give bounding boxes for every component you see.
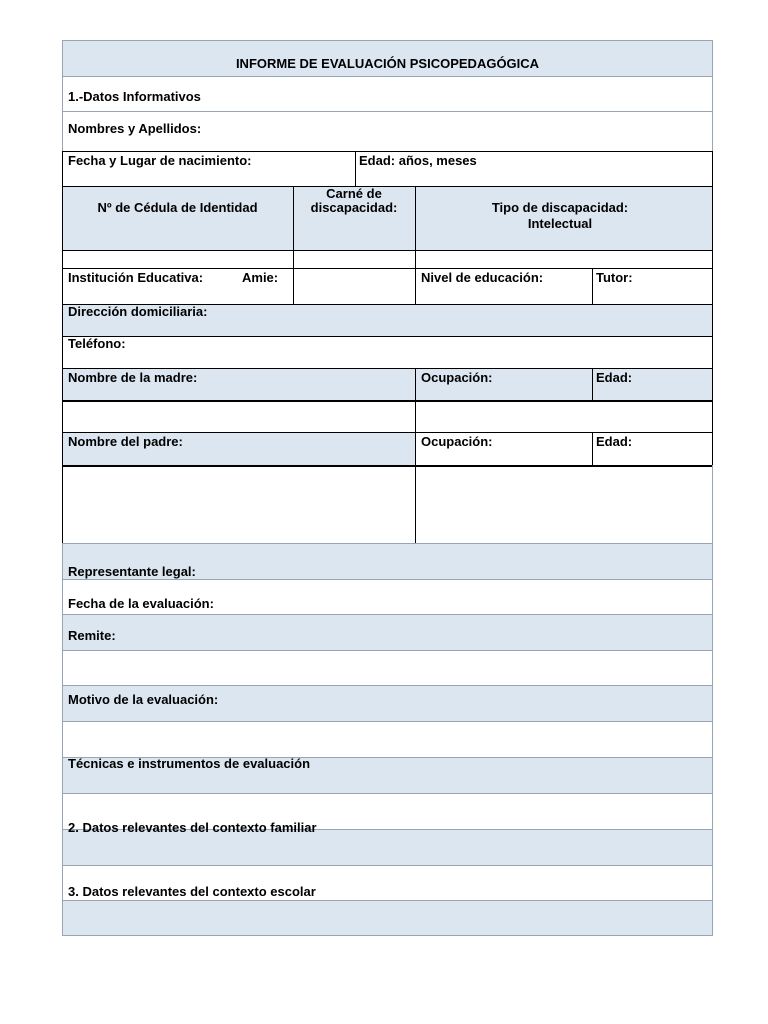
edad-madre-label: Edad: bbox=[596, 370, 633, 385]
fecha-lugar-label: Fecha y Lugar de nacimiento: bbox=[68, 153, 252, 168]
madre-label: Nombre de la madre: bbox=[68, 370, 198, 385]
cedula-label: Nº de Cédula de Identidad bbox=[97, 200, 258, 215]
amie-label: Amie: bbox=[242, 270, 279, 285]
representante-label: Representante legal: bbox=[68, 564, 196, 579]
cedula-header-cell bbox=[62, 186, 293, 250]
tutor-label: Tutor: bbox=[596, 270, 633, 285]
institucion-label: Institución Educativa: bbox=[68, 270, 204, 285]
direccion-label: Dirección domiciliaria: bbox=[68, 304, 208, 319]
fecha-evaluacion-label: Fecha de la evaluación: bbox=[68, 596, 214, 611]
carne-label-line1: Carné de bbox=[326, 186, 382, 201]
telefono-label: Teléfono: bbox=[68, 336, 126, 351]
tecnicas-label: Técnicas e instrumentos de evaluación bbox=[68, 756, 311, 771]
edad-padre-label: Edad: bbox=[596, 434, 633, 449]
remite-row bbox=[62, 614, 713, 650]
evaluation-form bbox=[62, 40, 713, 936]
remite-label: Remite: bbox=[68, 628, 116, 643]
edad-label: Edad: años, meses bbox=[359, 153, 477, 168]
section-3-heading: 3. Datos relevantes del contexto escolar bbox=[68, 884, 316, 899]
motivo-label: Motivo de la evaluación: bbox=[68, 692, 219, 707]
ocupacion-padre-label: Ocupación: bbox=[421, 434, 493, 449]
tipo-label: Tipo de discapacidad: bbox=[491, 200, 629, 215]
nivel-label: Nivel de educación: bbox=[421, 270, 544, 285]
padre-label: Nombre del padre: bbox=[68, 434, 183, 449]
carne-label-line2: discapacidad: bbox=[310, 200, 398, 215]
section-1-heading: 1.-Datos Informativos bbox=[68, 89, 201, 104]
ocupacion-madre-label: Ocupación: bbox=[421, 370, 493, 385]
form-title: INFORME DE EVALUACIÓN PSICOPEDAGÓGICA bbox=[235, 56, 540, 71]
nombres-label: Nombres y Apellidos: bbox=[68, 121, 202, 136]
section-2-heading: 2. Datos relevantes del contexto familiar bbox=[68, 820, 317, 835]
escolar-fill-row bbox=[62, 900, 713, 936]
tipo-value: Intelectual bbox=[527, 216, 593, 231]
